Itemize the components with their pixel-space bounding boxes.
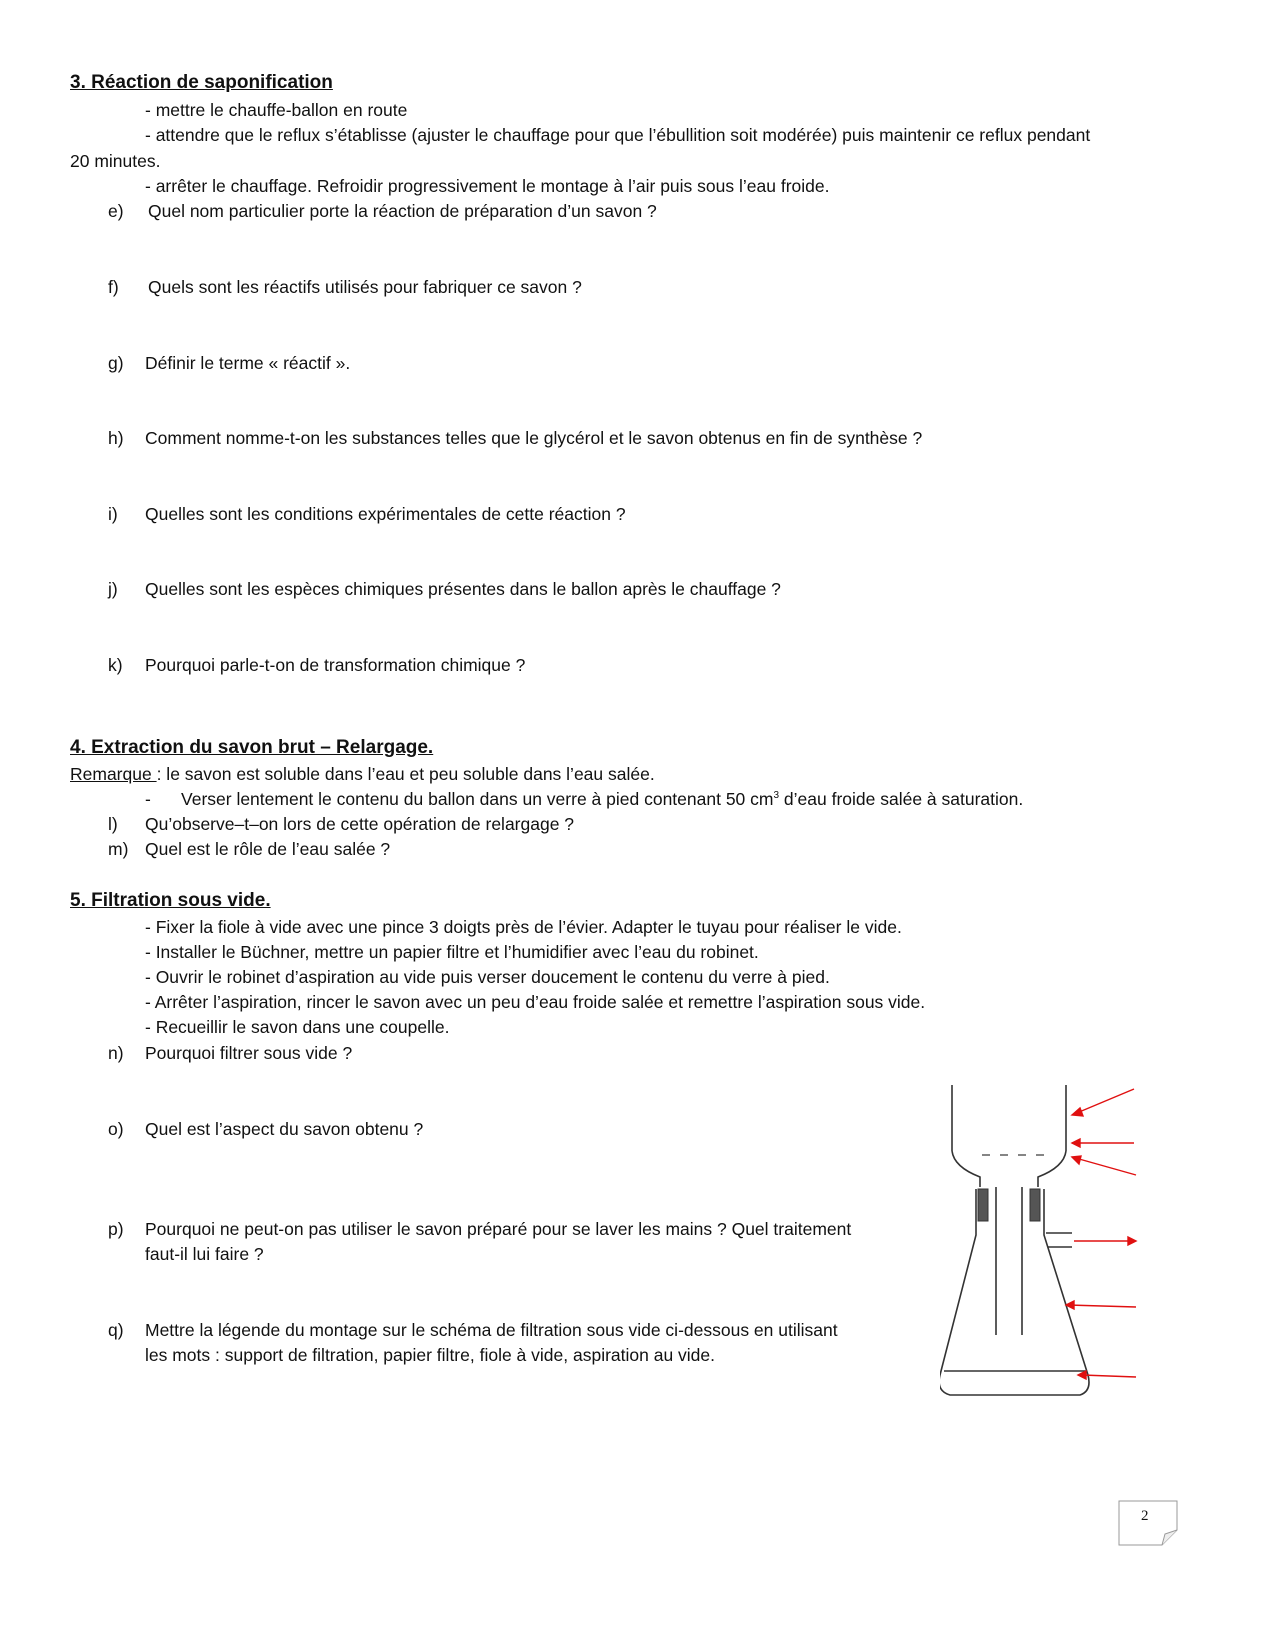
question-p-continued: faut-il lui faire ? [145,1244,264,1264]
step-text: Verser lentement le contenu du ballon dans un verre à pied contenant 50 cm [181,789,774,809]
question-text: Quel nom particulier porte la réaction de préparation d’un savon ? [148,201,657,221]
question-text: Qu’observe–t–on lors de cette opération de relargage ? [145,814,575,834]
question-n [108,1041,352,1065]
step-text: - mettre le chauffe-ballon en route [145,100,408,120]
question-i [108,502,626,526]
arrow-1 [1072,1089,1134,1116]
question-text: Quelles sont les espèces chimiques présentes dans le ballon après le chauffage ? [145,579,781,599]
legend-arrows [1066,1089,1136,1379]
step-text: - Ouvrir le robinet d’aspiration au vide puis verser doucement le contenu du verre à pied. [145,967,830,987]
step-dash: - [145,789,151,809]
question-text: Pourquoi parle-t-on de transformation chimique ? [145,655,526,675]
question-label: f) [108,277,119,297]
question-label: h) [108,428,124,448]
step-superscript: 3 [773,790,780,802]
remark-label: Remarque [70,764,157,784]
question-m [108,837,390,861]
question-f [108,275,582,299]
buchner-funnel [952,1085,1066,1335]
relargage-step [145,787,1023,811]
question-text: Pourquoi ne peut-on pas utiliser le savon préparé pour se laver les mains ? Quel traitement [145,1219,852,1239]
vacuum-filtration-diagram [940,1085,1140,1425]
question-text: Définir le terme « réactif ». [145,353,351,373]
question-text: Quel est le rôle de l’eau salée ? [145,839,391,859]
question-text: Quelles sont les conditions expérimentales de cette réaction ? [145,504,626,524]
question-label: i) [108,504,118,524]
step-text: - Arrêter l’aspiration, rincer le savon avec un peu d’eau froide salée et remettre l’aspiration sous vide. [145,992,926,1012]
question-text: Quels sont les réactifs utilisés pour fabriquer ce savon ? [148,277,582,297]
step-text: - Fixer la fiole à vide avec une pince 3 doigts près de l’évier. Adapter le tuyau pour réaliser le vide. [145,917,902,937]
arrow-4 [1074,1237,1136,1245]
question-label: k) [108,655,123,675]
question-label: g) [108,353,124,373]
question-label: e) [108,201,124,221]
arrow-6 [1078,1371,1136,1379]
question-o [108,1117,423,1141]
question-j [108,577,781,601]
vacuum-flask [940,1189,1089,1395]
step-text: - arrêter le chauffage. Refroidir progressivement le montage à l’air puis sous l’eau froide. [145,176,830,196]
question-text: Comment nomme-t-on les substances telles que le glycérol et le savon obtenus en fin de synthèse ? [145,428,923,448]
rubber-stopper [978,1189,1040,1221]
step-text: - attendre que le reflux s’établisse (ajuster le chauffage pour que l’ébullition soit modérée) puis maintenir ce reflux pendant [145,125,1091,145]
step-text: 20 minutes. [70,151,161,171]
question-label: o) [108,1119,124,1139]
question-q [108,1318,838,1342]
arrow-2 [1072,1139,1134,1147]
step-text: - Recueillir le savon dans une coupelle. [145,1017,450,1037]
question-k [108,653,525,677]
question-l [108,812,574,836]
arrow-5 [1066,1301,1136,1309]
question-text: Pourquoi filtrer sous vide ? [145,1043,353,1063]
question-label: j) [108,579,118,599]
page-number: 2 [1141,1508,1149,1524]
step-text: d’eau froide salée à saturation. [779,789,1024,809]
step-text: - Installer le Büchner, mettre un papier filtre et l’humidifier avec l’eau du robinet. [145,942,759,962]
question-g [108,351,350,375]
question-h [108,426,922,450]
section-3-title: 3. Réaction de saponification [70,72,333,93]
question-p [108,1217,851,1241]
question-label: q) [108,1320,124,1340]
question-label: p) [108,1219,124,1239]
question-q-continued: les mots : support de filtration, papier filtre, fiole à vide, aspiration au vide. [145,1345,716,1365]
question-text: Quel est l’aspect du savon obtenu ? [145,1119,424,1139]
section-5-title: 5. Filtration sous vide. [70,890,271,911]
question-text: Mettre la légende du montage sur le schéma de filtration sous vide ci-dessous en utilisant [145,1320,838,1340]
remark-text: : le savon est soluble dans l’eau et peu soluble dans l’eau salée. [156,764,655,784]
question-label: l) [108,814,118,834]
question-e [108,199,657,223]
question-label: n) [108,1043,124,1063]
question-label: m) [108,839,129,859]
remark [70,762,655,786]
section-4-title: 4. Extraction du savon brut – Relargage. [70,737,434,758]
arrow-3 [1072,1156,1136,1175]
